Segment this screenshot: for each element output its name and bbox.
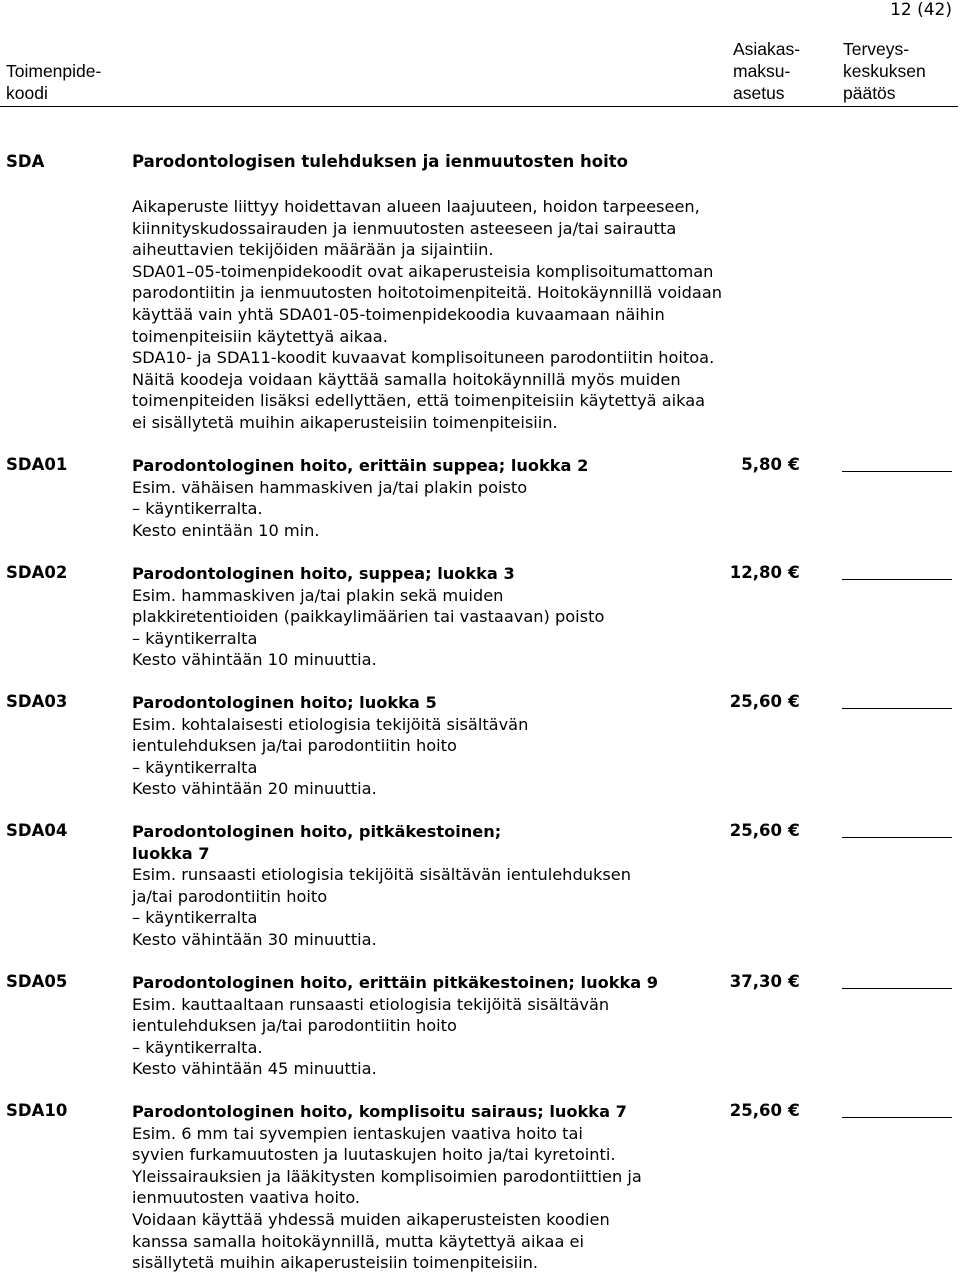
item-title: luokka 7 <box>132 843 210 863</box>
item-code: SDA05 <box>6 972 68 991</box>
header-decision-line: Terveys- <box>843 39 910 59</box>
section-title: Parodontologisen tulehduksen ja ienmuutosten hoito <box>132 152 628 171</box>
item-price: 5,80 <box>741 455 782 474</box>
euro-icon: € <box>788 972 800 992</box>
header-decision-line: päätös <box>843 83 896 103</box>
description-line: Näitä koodeja voidaan käyttää samalla hoitokäynnillä myös muiden <box>132 369 681 389</box>
header-fee-line: maksu- <box>733 61 791 81</box>
item-body-line: – käyntikerralta <box>132 908 258 928</box>
item-body <box>132 821 631 951</box>
item-price: 25,60 <box>729 692 782 711</box>
description-line: SDA10- ja SDA11-koodit kuvaavat komplisoituneen parodontiitin hoitoa. <box>132 348 715 368</box>
description-line: toimenpiteiden lisäksi edellyttäen, että toimenpiteisiin käytettyä aikaa <box>132 391 706 411</box>
item-code: SDA10 <box>6 1101 68 1120</box>
header-code-line: koodi <box>6 83 48 103</box>
section-description <box>132 196 722 434</box>
item-body-line: Esim. kauttaaltaan runsaasti etiologisia tekijöitä sisältävän <box>132 994 610 1014</box>
description-line: Aikaperuste liittyy hoidettavan alueen laajuuteen, hoidon tarpeeseen, <box>132 197 700 216</box>
header-decision-line: keskuksen <box>843 61 926 81</box>
item-body-line: Voidaan käyttää yhdessä muiden aikaperusteisten koodien <box>132 1209 610 1229</box>
header-fee-line: Asiakas- <box>733 39 801 59</box>
item-body-line: – käyntikerralta. <box>132 499 263 519</box>
section-code: SDA <box>6 152 45 171</box>
item-body-line: Kesto vähintään 45 minuuttia. <box>132 1059 377 1079</box>
item-body-line: Esim. 6 mm tai syvempien ientaskujen vaativa hoito tai <box>132 1123 583 1143</box>
decision-blank-field[interactable] <box>842 837 952 838</box>
item-code: SDA03 <box>6 692 68 711</box>
item-title: Parodontologinen hoito; luokka 5 <box>132 693 437 712</box>
euro-icon: € <box>788 563 800 583</box>
decision-blank-field[interactable] <box>842 471 952 472</box>
item-title: Parodontologinen hoito, pitkäkestoinen; <box>132 822 502 841</box>
item-price: 12,80 <box>729 563 782 582</box>
item-body-line: ientulehduksen ja/tai parodontiitin hoito <box>132 1016 457 1036</box>
item-code: SDA02 <box>6 563 68 582</box>
item-price: 25,60 <box>729 1101 782 1120</box>
item-body-line: Esim. kohtalaisesti etiologisia tekijöitä sisältävän <box>132 714 529 734</box>
description-line: ei sisällytetä muihin aikaperusteisiin toimenpiteisiin. <box>132 412 558 432</box>
euro-icon: € <box>788 692 800 712</box>
euro-icon: € <box>788 1101 800 1121</box>
page-number: 12 (42) <box>890 0 952 20</box>
decision-blank-field[interactable] <box>842 988 952 989</box>
decision-blank-field[interactable] <box>842 1117 952 1118</box>
header-fee-line: asetus <box>733 83 785 103</box>
header-decision-column <box>843 38 926 104</box>
item-body-line: kanssa samalla hoitokäynnillä, mutta käytettyä aikaa ei <box>132 1231 584 1251</box>
item-body-line: ientulehduksen ja/tai parodontiitin hoito <box>132 736 457 756</box>
decision-blank-field[interactable] <box>842 579 952 580</box>
item-body <box>132 692 528 800</box>
header-code-column <box>6 60 101 104</box>
item-body-line: ja/tai parodontiitin hoito <box>132 886 328 906</box>
item-body-line: Esim. runsaasti etiologisia tekijöitä sisältävän ientulehduksen <box>132 865 632 885</box>
item-title: Parodontologinen hoito, suppea; luokka 3 <box>132 564 515 583</box>
euro-icon: € <box>788 821 800 841</box>
item-body-line: – käyntikerralta <box>132 628 258 648</box>
item-price: 25,60 <box>729 821 782 840</box>
item-body <box>132 972 658 1080</box>
item-body <box>132 455 588 541</box>
item-code: SDA04 <box>6 821 68 840</box>
header-code-line: Toimenpide- <box>6 61 102 81</box>
item-body-line: Esim. hammaskiven ja/tai plakin sekä muiden <box>132 585 504 605</box>
description-line: kiinnityskudossairauden ja ienmuutosten asteeseen ja/tai sairautta <box>132 218 677 238</box>
item-price: 37,30 <box>729 972 782 991</box>
item-body-line: plakkiretentioiden (paikkaylimäärien tai vastaavan) poisto <box>132 607 605 627</box>
item-body-line: ienmuutosten vaativa hoito. <box>132 1188 361 1208</box>
description-line: käyttää vain yhtä SDA01-05-toimenpidekoodia kuvaamaan näihin <box>132 304 665 324</box>
item-body-line: sisällytetä muihin aikaperusteisiin toimenpiteisiin. <box>132 1253 539 1273</box>
item-body-line: Esim. vähäisen hammaskiven ja/tai plakin poisto <box>132 477 528 497</box>
item-body <box>132 563 604 671</box>
decision-blank-field[interactable] <box>842 708 952 709</box>
item-body-line: – käyntikerralta. <box>132 1037 263 1057</box>
item-title: Parodontologinen hoito, erittäin suppea; luokka 2 <box>132 456 589 475</box>
item-body-line: Kesto vähintään 20 minuuttia. <box>132 779 377 799</box>
item-body-line: Kesto enintään 10 min. <box>132 520 320 540</box>
item-title: Parodontologinen hoito, komplisoitu sairaus; luokka 7 <box>132 1102 627 1121</box>
item-body-line: – käyntikerralta <box>132 757 258 777</box>
item-code: SDA01 <box>6 455 68 474</box>
item-body-line: Kesto vähintään 30 minuuttia. <box>132 929 377 949</box>
item-title: Parodontologinen hoito, erittäin pitkäkestoinen; luokka 9 <box>132 973 659 992</box>
item-body-line: Yleissairauksien ja lääkitysten komplisoimien parodontiittien ja <box>132 1166 642 1186</box>
euro-icon: € <box>788 455 800 475</box>
description-line: parodontiitin ja ienmuutosten hoitotoimenpiteitä. Hoitokäynnillä voidaan <box>132 283 723 303</box>
description-line: aiheuttavien tekijöiden määrään ja sijaintiin. <box>132 240 494 260</box>
item-body-line: syvien furkamuutosten ja luutaskujen hoito ja/tai kyretointi. <box>132 1145 616 1165</box>
description-line: toimenpiteisiin käytettyä aikaa. <box>132 326 388 346</box>
item-body <box>132 1101 642 1274</box>
item-body-line: Kesto vähintään 10 minuuttia. <box>132 650 377 670</box>
header-divider <box>0 106 958 107</box>
description-line: SDA01–05-toimenpidekoodit ovat aikaperusteisia komplisoitumattoman <box>132 261 714 281</box>
header-fee-column <box>733 38 800 104</box>
